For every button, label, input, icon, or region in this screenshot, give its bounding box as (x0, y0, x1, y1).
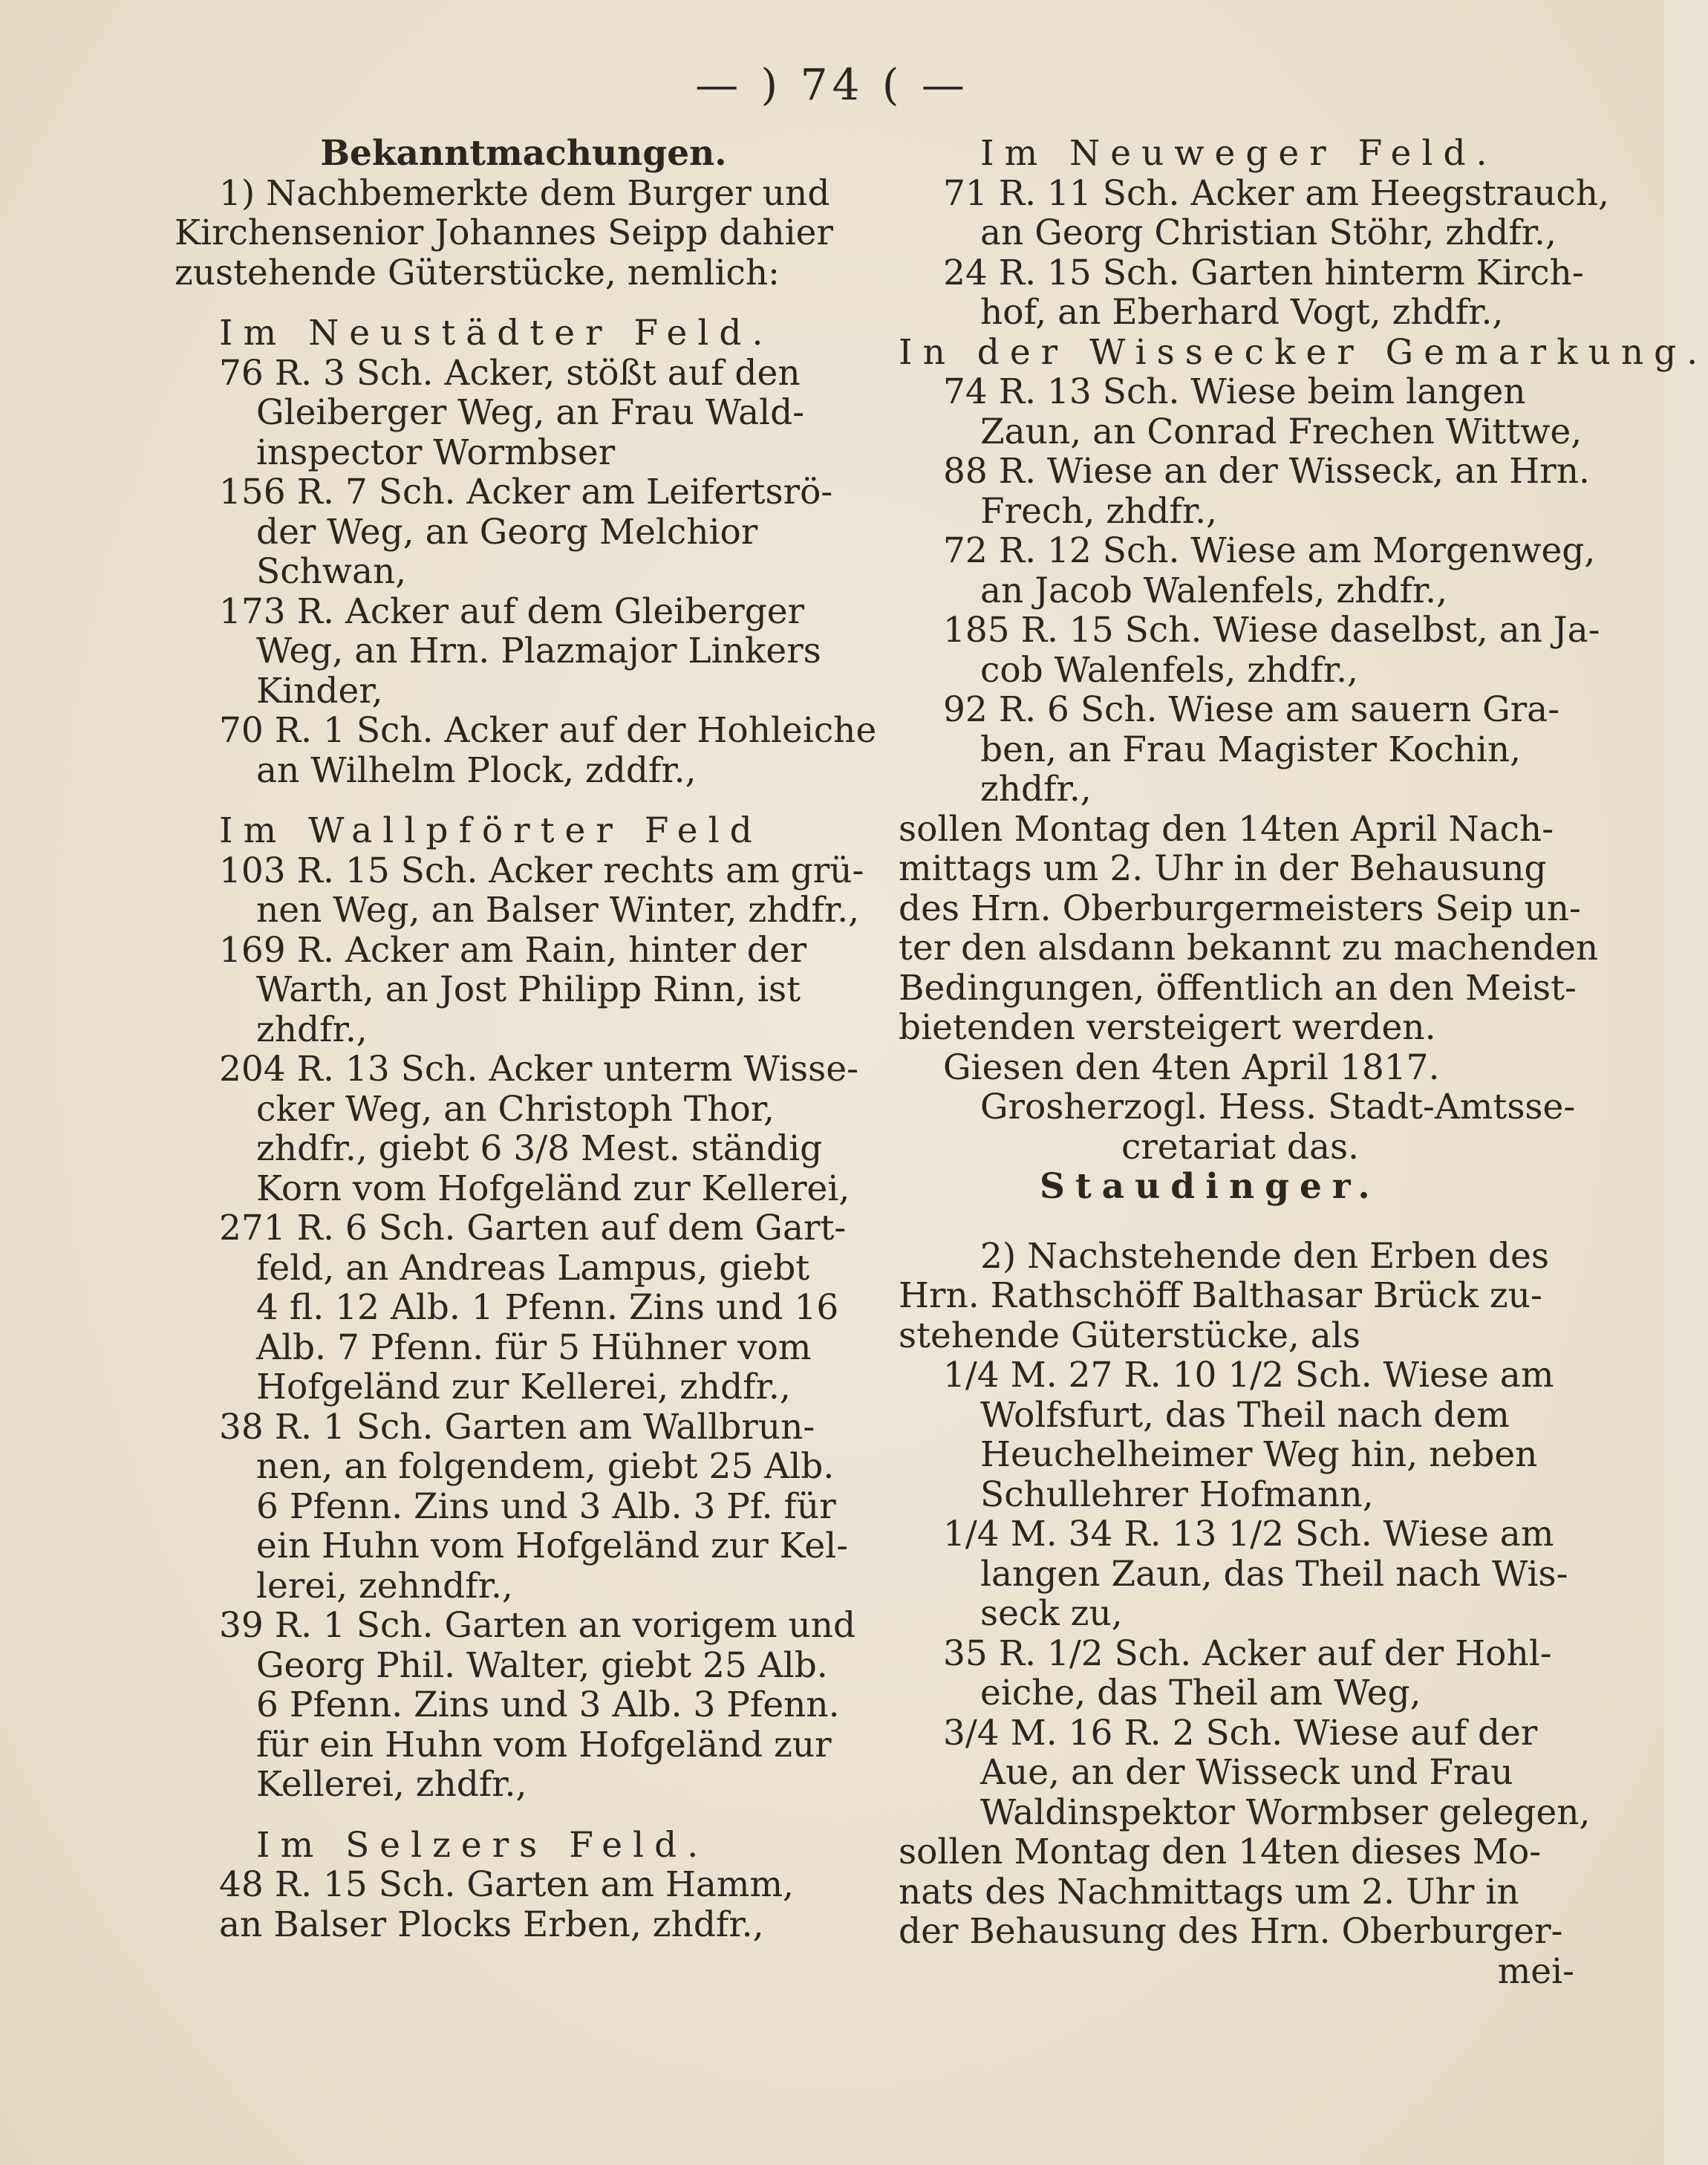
entry-line: Waldinspektor Wormbser gelegen, (980, 1791, 1591, 1833)
notice-line: Hrn. Rathschöff Balthasar Brück zu- (899, 1275, 1542, 1316)
field-title: Im Neuweger Feld. (980, 133, 1498, 174)
entry-line: 39 R. 1 Sch. Garten an vorigem und (219, 1605, 856, 1646)
entry-line: eiche, das Theil am Weg, (980, 1673, 1421, 1713)
entry-line: nen, an folgendem, giebt 25 Alb. (256, 1446, 835, 1487)
right-column (899, 133, 1708, 1992)
entry-line: feld, an Andreas Lampus, giebt (256, 1247, 810, 1289)
office-line: Grosherzogl. Hess. Stadt-Amtsse- (980, 1087, 1576, 1127)
entry-line: 35 R. 1/2 Sch. Acker auf der Hohl- (943, 1632, 1552, 1674)
entry-line: Zaun, an Conrad Frechen Wittwe, (980, 411, 1582, 452)
left-column (175, 133, 877, 1945)
entry-line: Gleiberger Weg, an Frau Wald- (256, 392, 805, 433)
text-line: 1) Nachbemerkte dem Burger und (219, 172, 830, 214)
entry-line: 156 R. 7 Sch. Acker am Leifertsrö- (219, 472, 833, 512)
entry-line: 48 R. 15 Sch. Garten am Hamm, (219, 1864, 794, 1905)
entry-line: langen Zaun, das Theil nach Wis- (980, 1553, 1568, 1595)
signature: Staudinger. (1040, 1166, 1381, 1207)
field-title: Im Neustädter Feld. (219, 313, 774, 354)
entry-line: 4 fl. 12 Alb. 1 Pfenn. Zins und 16 (256, 1287, 839, 1328)
entry-line: Alb. 7 Pfenn. für 5 Hühner vom (256, 1326, 812, 1368)
entry-line: Schullehrer Hofmann, (980, 1474, 1374, 1515)
entry-line: Kinder, (256, 670, 383, 712)
entry-line: 72 R. 12 Sch. Wiese am Morgenweg, (943, 530, 1596, 571)
entry-line: zhdfr., (980, 769, 1092, 810)
entry-line: 76 R. 3 Sch. Acker, stößt auf den (219, 352, 801, 394)
entry-line: Heuchelheimer Weg hin, neben (980, 1434, 1538, 1475)
notice-line: nats des Nachmittags um 2. Uhr in (899, 1871, 1519, 1912)
entry-line: Hofgeländ zur Kellerei, zhdfr., (256, 1367, 791, 1407)
entry-line: Schwan, (256, 551, 407, 592)
field-title: Im Wallpförter Feld (219, 810, 763, 851)
section-heading: Bekanntmachungen. (320, 133, 727, 174)
entry-line: 271 R. 6 Sch. Garten auf dem Gart- (219, 1208, 847, 1248)
entry-line: Georg Phil. Walter, giebt 25 Alb. (256, 1644, 828, 1686)
notice-line: Bedingungen, öffentlich an den Meist- (899, 967, 1577, 1009)
entry-line: der Weg, an Georg Melchior (256, 511, 758, 553)
entry-line: 3/4 M. 16 R. 2 Sch. Wiese auf der (943, 1712, 1538, 1754)
entry-line: 71 R. 11 Sch. Acker am Heegstrauch, (943, 172, 1609, 214)
entry-line: für ein Huhn vom Hofgeländ zur (256, 1724, 832, 1765)
entry-line: 103 R. 15 Sch. Acker rechts am grü- (219, 850, 864, 891)
notice-line: ter den alsdann bekannt zu machenden (899, 928, 1599, 968)
entry-line: 6 Pfenn. Zins und 3 Alb. 3 Pfenn. (256, 1684, 840, 1725)
entry-line: inspector Wormbser (256, 432, 616, 473)
notice-line: bietenden versteigert werden. (899, 1007, 1436, 1048)
notice-line: 2) Nachstehende den Erben des (980, 1235, 1549, 1277)
entry-line: an Balser Plocks Erben, zhdfr., (219, 1904, 764, 1945)
entry-line: zhdfr., (256, 1009, 368, 1050)
entry-line: Korn vom Hofgeländ zur Kellerei, (256, 1168, 850, 1209)
date-line: Giesen den 4ten April 1817. (943, 1046, 1440, 1088)
entry-line: 24 R. 15 Sch. Garten hinterm Kirch- (943, 252, 1584, 293)
entry-line: ben, an Frau Magister Kochin, (980, 729, 1522, 770)
entry-line: 6 Pfenn. Zins und 3 Alb. 3 Pf. für (256, 1485, 836, 1527)
office-line: cretariat das. (1121, 1126, 1360, 1168)
entry-line: zhdfr., giebt 6 3/8 Mest. ständig (256, 1128, 823, 1169)
notice-line: sollen Montag den 14ten dieses Mo- (899, 1832, 1542, 1872)
entry-line: an Wilhelm Plock, zddfr., (256, 749, 697, 791)
entry-line: Aue, an der Wisseck und Frau (980, 1752, 1513, 1793)
entry-line: 1/4 M. 34 R. 13 1/2 Sch. Wiese am (943, 1514, 1554, 1554)
entry-line: lerei, zehndfr., (256, 1565, 513, 1606)
text-line: zustehende Güterstücke, nemlich: (175, 252, 780, 293)
text-line: Kirchensenior Johannes Seipp dahier (175, 212, 833, 253)
field-title: In der Wissecker Gemarkung. (899, 331, 1708, 373)
entry-line: 92 R. 6 Sch. Wiese am sauern Gra- (943, 689, 1560, 730)
page-header: — ) 74 ( — (695, 59, 969, 110)
entry-line: 74 R. 13 Sch. Wiese beim langen (943, 371, 1526, 412)
notice-line: des Hrn. Oberburgermeisters Seip un- (899, 888, 1581, 929)
entry-line: Warth, an Jost Philipp Rinn, ist (256, 969, 801, 1010)
entry-line: an Jacob Walenfels, zhdfr., (980, 570, 1448, 611)
field-title: Im Selzers Feld. (256, 1824, 709, 1866)
entry-line: hof, an Eberhard Vogt, zhdfr., (980, 292, 1504, 333)
entry-line: seck zu, (980, 1593, 1123, 1634)
entry-line: an Georg Christian Stöhr, zhdfr., (980, 212, 1557, 253)
entry-line: Kellerei, zhdfr., (256, 1764, 527, 1805)
entry-line: Wolfsfurt, das Theil nach dem (980, 1394, 1510, 1436)
entry-line: 204 R. 13 Sch. Acker unterm Wisse- (219, 1049, 858, 1090)
entry-line: ein Huhn vom Hofgeländ zur Kel- (256, 1526, 849, 1566)
entry-line: cob Walenfels, zhdfr., (980, 649, 1358, 691)
notice-line: mittags um 2. Uhr in der Behausung (899, 848, 1547, 889)
entry-line: nen Weg, an Balser Winter, zhdfr., (256, 890, 860, 931)
notice-line: der Behausung des Hrn. Oberburger- (899, 1911, 1563, 1952)
entry-line: 185 R. 15 Sch. Wiese daselbst, an Ja- (943, 610, 1600, 651)
catchword: mei- (1497, 1950, 1574, 1992)
entry-line: Frech, zhdfr., (980, 490, 1218, 532)
notice-line: stehende Güterstücke, als (899, 1315, 1360, 1356)
entry-line: cker Weg, an Christoph Thor, (256, 1088, 775, 1130)
entry-line: 173 R. Acker auf dem Gleiberger (219, 590, 805, 632)
entry-line: Weg, an Hrn. Plazmajor Linkers (256, 631, 821, 671)
notice-line: sollen Montag den 14ten April Nach- (899, 808, 1554, 850)
entry-line: 169 R. Acker am Rain, hinter der (219, 929, 807, 971)
entry-line: 88 R. Wiese an der Wisseck, an Hrn. (943, 451, 1590, 492)
entry-line: 70 R. 1 Sch. Acker auf der Hohleiche (219, 710, 877, 751)
entry-line: 38 R. 1 Sch. Garten am Wallbrun- (219, 1406, 815, 1448)
entry-line: 1/4 M. 27 R. 10 1/2 Sch. Wiese am (943, 1355, 1554, 1396)
